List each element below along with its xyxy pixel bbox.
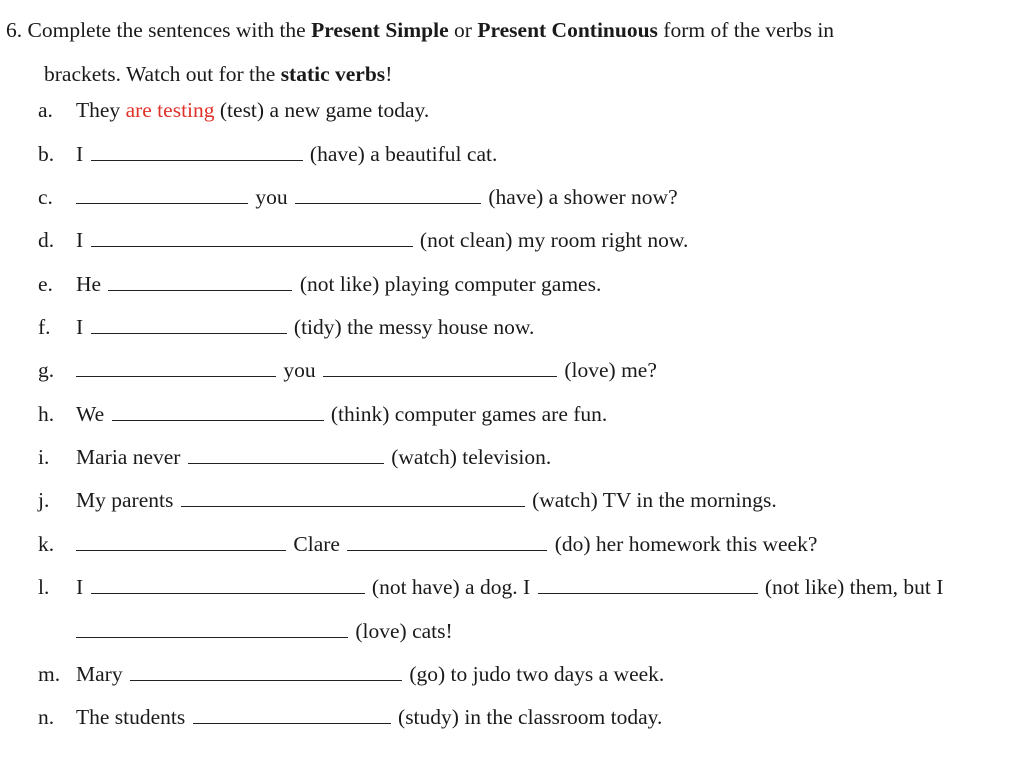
sentence-text: Clare [288, 532, 346, 556]
sentence-l-continued [0, 616, 1026, 646]
item-letter: f. [38, 315, 51, 339]
sentence-content [76, 355, 657, 385]
instructions-bold-present-continuous: Present Continuous [477, 18, 658, 42]
sentence-text: Maria never [76, 445, 186, 469]
item-letter: l. [38, 575, 50, 599]
sentence-text: I [76, 315, 89, 339]
instructions-text-4: brackets. Watch out for the [44, 62, 281, 86]
answer-blank[interactable] [76, 532, 286, 551]
sentence-text: (not have) a dog. I [366, 575, 536, 599]
item-letter: n. [38, 705, 55, 729]
sentence-d [0, 225, 1026, 255]
sentence-content [76, 702, 662, 732]
item-letter: i. [38, 445, 50, 469]
item-letter: c. [38, 185, 53, 209]
answer-blank[interactable] [91, 228, 413, 247]
sentence-text: (watch) TV in the mornings. [526, 488, 777, 512]
sentence-content [76, 616, 453, 646]
answer-blank[interactable] [108, 272, 292, 291]
sentence-i [0, 442, 1026, 472]
item-letter: b. [38, 142, 55, 166]
sentence-content [76, 225, 688, 255]
sentence-c [0, 182, 1026, 212]
item-letter: m. [38, 662, 61, 686]
sentence-text: (do) her homework this week? [549, 532, 818, 556]
exercise-instructions [6, 8, 1021, 96]
sentence-text: you [278, 358, 321, 382]
item-letter: a. [38, 98, 53, 122]
sentence-text: They [76, 98, 126, 122]
sentence-n [0, 702, 1026, 732]
sentence-text: (think) computer games are fun. [325, 402, 608, 426]
sentence-content [76, 269, 601, 299]
answer-blank[interactable] [193, 705, 391, 724]
sentence-content [76, 529, 817, 559]
sentence-l [0, 572, 1026, 602]
sentence-text: (watch) television. [385, 445, 552, 469]
sentence-text: (not like) them, but I [759, 575, 944, 599]
sentence-text: (have) a beautiful cat. [304, 142, 498, 166]
sentence-text: (not clean) my room right now. [414, 228, 689, 252]
sentence-b [0, 139, 1026, 169]
sentence-h [0, 399, 1026, 429]
sentence-text: (love) me? [559, 358, 657, 382]
answer-blank[interactable] [76, 619, 348, 638]
sentence-text: The students [76, 705, 191, 729]
instructions-text-5: ! [385, 62, 393, 86]
sentence-content [76, 312, 534, 342]
sentence-g [0, 355, 1026, 385]
sentence-content [76, 442, 551, 472]
sentence-text: I [76, 575, 89, 599]
sentence-text: He [76, 272, 107, 296]
answer-blank[interactable] [76, 185, 248, 204]
sentence-text: We [76, 402, 110, 426]
answer-blank[interactable] [91, 315, 287, 334]
instructions-line-2 [6, 52, 1021, 96]
sentence-content [76, 572, 943, 602]
answer-blank[interactable] [295, 185, 481, 204]
sentence-text: I [76, 142, 89, 166]
sentence-text: Mary [76, 662, 128, 686]
item-letter: j. [38, 488, 50, 512]
answer-blank[interactable] [76, 358, 276, 377]
sentence-content [76, 399, 607, 429]
answer-blank[interactable] [538, 575, 758, 594]
instructions-bold-present-simple: Present Simple [311, 18, 449, 42]
answer-blank[interactable] [347, 532, 547, 551]
sentence-k [0, 529, 1026, 559]
sentence-content [76, 485, 777, 515]
sentence-text: I [76, 228, 89, 252]
item-letter: k. [38, 532, 55, 556]
sentence-text: (love) cats! [350, 619, 453, 643]
exercise-number: 6. [6, 18, 23, 42]
instructions-text-3: form of the verbs in [657, 18, 835, 42]
sentence-content [76, 139, 497, 169]
answer-blank[interactable] [181, 488, 525, 507]
sentence-j [0, 485, 1026, 515]
sentence-e [0, 269, 1026, 299]
example-answer: are testing [125, 98, 215, 122]
sentence-text: (tidy) the messy house now. [288, 315, 535, 339]
answer-blank[interactable] [91, 575, 365, 594]
instructions-bold-static-verbs: static verbs [280, 62, 386, 86]
answer-blank[interactable] [112, 402, 324, 421]
sentence-a [0, 95, 1026, 125]
instructions-text-1: Complete the sentences with the [27, 18, 312, 42]
instructions-text-2: or [448, 18, 478, 42]
sentence-content [76, 659, 664, 689]
sentence-text: (study) in the classroom today. [392, 705, 663, 729]
sentence-text: (not like) playing computer games. [294, 272, 602, 296]
sentence-content [76, 182, 678, 212]
answer-blank[interactable] [188, 445, 384, 464]
sentence-text: (test) a new game today. [214, 98, 430, 122]
item-letter: d. [38, 228, 55, 252]
sentence-text: (have) a shower now? [483, 185, 678, 209]
item-letter: e. [38, 272, 53, 296]
answer-blank[interactable] [91, 142, 303, 161]
sentence-f [0, 312, 1026, 342]
sentence-text: My parents [76, 488, 179, 512]
answer-blank[interactable] [130, 662, 402, 681]
answer-blank[interactable] [323, 358, 557, 377]
sentence-content [76, 95, 429, 125]
sentence-text: you [250, 185, 293, 209]
sentence-m [0, 659, 1026, 689]
sentence-text: (go) to judo two days a week. [403, 662, 665, 686]
item-letter: h. [38, 402, 55, 426]
item-letter: g. [38, 358, 55, 382]
